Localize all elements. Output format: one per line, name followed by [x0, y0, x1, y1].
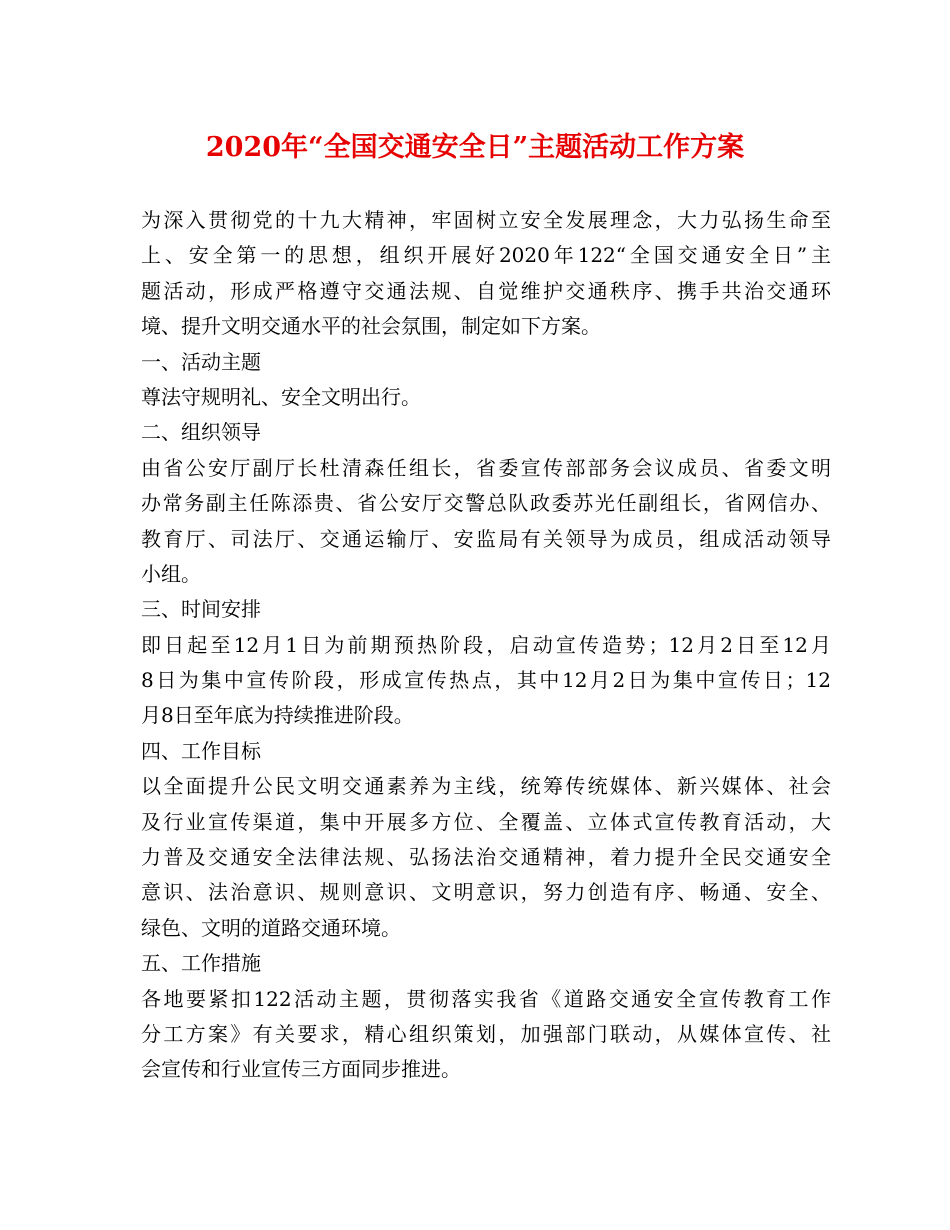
body-line: 各地要紧扣122活动主题，贯彻落实我省《道路交通安全宣传教育工作 — [141, 986, 831, 1011]
body-line: 以全面提升公民文明交通素养为主线，统筹传统媒体、新兴媒体、社会 — [141, 774, 831, 799]
body-line: 境、提升文明交通水平的社会氛围，制定如下方案。 — [141, 314, 601, 339]
body-line: 二、组织领导 — [141, 420, 261, 445]
body-line: 四、工作目标 — [141, 738, 261, 763]
body-line: 小组。 — [141, 561, 201, 586]
body-line: 尊法守规明礼、安全文明出行。 — [141, 384, 421, 409]
body-line: 为深入贯彻党的十九大精神，牢固树立安全发展理念，大力弘扬生命至 — [141, 208, 831, 232]
body-line: 一、活动主题 — [141, 349, 261, 374]
body-line: 绿色、文明的道路交通环境。 — [141, 915, 401, 940]
body-line: 意识、法治意识、规则意识、文明意识，努力创造有序、畅通、安全、 — [141, 880, 831, 905]
document-body — [141, 203, 831, 1088]
body-line: 教育厅、司法厅、交通运输厅、安监局有关领导为成员，组成活动领导 — [141, 526, 831, 551]
body-line: 8日为集中宣传阶段，形成宣传热点，其中12月2日为集中宣传日；12 — [141, 668, 831, 693]
body-line: 由省公安厅副厅长杜清森任组长，省委宣传部部务会议成员、省委文明 — [141, 455, 831, 480]
document-title: 2020年“全国交通安全日”主题活动工作方案 — [205, 132, 745, 163]
body-line: 题活动，形成严格遵守交通法规、自觉维护交通秩序、携手共治交通环 — [141, 278, 831, 303]
body-line: 办常务副主任陈添贵、省公安厅交警总队政委苏光任副组长，省网信办、 — [141, 491, 831, 516]
body-line: 会宣传和行业宣传三方面同步推进。 — [141, 1057, 461, 1082]
body-line: 分工方案》有关要求，精心组织策划，加强部门联动，从媒体宣传、社 — [141, 1021, 831, 1046]
body-line: 五、工作措施 — [141, 951, 261, 976]
body-line: 及行业宣传渠道，集中开展多方位、全覆盖、立体式宣传教育活动，大 — [141, 809, 831, 834]
body-line: 力普及交通安全法律法规、弘扬法治交通精神，着力提升全民交通安全 — [141, 845, 831, 870]
body-line: 月8日至年底为持续推进阶段。 — [141, 703, 414, 728]
body-line: 即日起至12月1日为前期预热阶段，启动宣传造势；12月2日至12月 — [141, 632, 831, 657]
body-line: 上、安全第一的思想，组织开展好2020年122“全国交通安全日”主 — [141, 243, 831, 268]
body-line: 三、时间安排 — [141, 597, 261, 622]
